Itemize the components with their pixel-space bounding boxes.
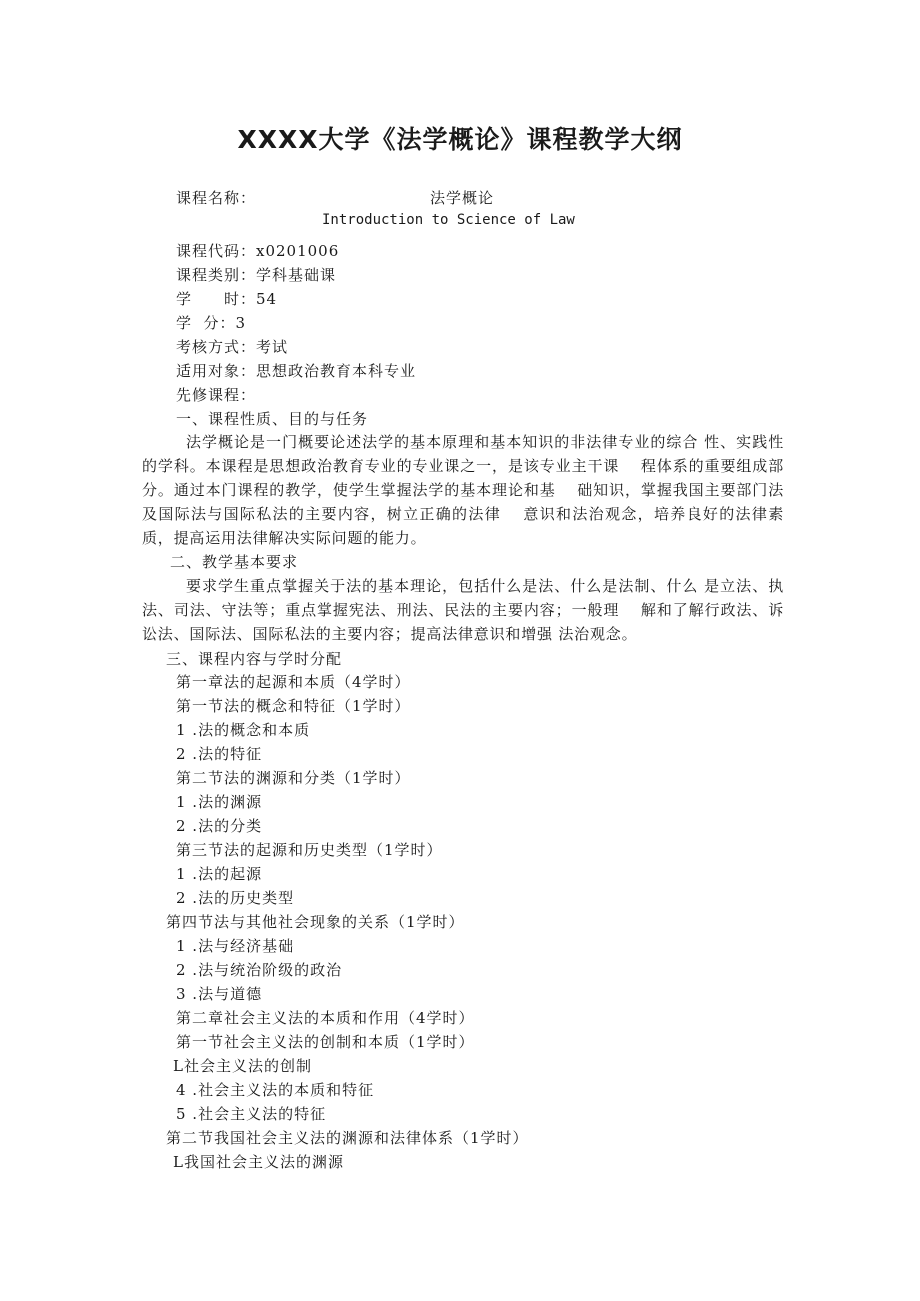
outline-item: 2 .法的分类 bbox=[176, 817, 263, 835]
outline-item: L社会主义法的创制 bbox=[173, 1057, 312, 1075]
outline-item: 2 .法的历史类型 bbox=[176, 889, 295, 907]
field-prerequisite: 先修课程： bbox=[176, 386, 257, 404]
course-name-cn: 法学概论 bbox=[430, 189, 495, 207]
field-credits: 学 分：3 bbox=[176, 314, 247, 332]
field-course-category: 课程类别：学科基础课 bbox=[176, 266, 337, 284]
field-assessment: 考核方式：考试 bbox=[176, 338, 289, 356]
outline-item: L我国社会主义法的渊源 bbox=[173, 1153, 344, 1171]
outline-item: 3 .法与道德 bbox=[176, 985, 263, 1003]
outline-item: 第一节社会主义法的创制和本质（1学时） bbox=[176, 1033, 475, 1051]
outline-item: 4 .社会主义法的本质和特征 bbox=[176, 1081, 375, 1099]
field-course-code: 课程代码：x0201006 bbox=[176, 242, 340, 260]
outline-item: 1 .法的概念和本质 bbox=[176, 721, 311, 739]
outline-item: 1 .法与经济基础 bbox=[176, 937, 295, 955]
outline-item: 1 .法的起源 bbox=[176, 865, 263, 883]
field-target: 适用对象：思想政治教育本科专业 bbox=[176, 362, 417, 380]
outline-item: 第二节我国社会主义法的渊源和法律体系（1学时） bbox=[166, 1129, 529, 1147]
outline-item: 第三节法的起源和历史类型（1学时） bbox=[176, 841, 443, 859]
outline-item: 第二节法的渊源和分类（1学时） bbox=[176, 769, 411, 787]
outline-item: 2 .法与统治阶级的政治 bbox=[176, 961, 343, 979]
outline-item: 5 .社会主义法的特征 bbox=[176, 1105, 327, 1123]
section2-body: 要求学生重点掌握关于法的基本理论，包括什么是法、什么是法制、什么 是立法、执法、司法、守法等；重点掌握宪法、刑法、民法的主要内容；一般理 解和了解行政法、诉讼法、国际法、国际私法的主要内容；提高法律意识和增强 法治观念。 bbox=[142, 577, 784, 643]
outline-item: 第二章社会主义法的本质和作用（4学时） bbox=[176, 1009, 475, 1027]
document-title: XXXX大学《法学概论》课程教学大纲 bbox=[237, 125, 683, 154]
field-hours: 学 时：54 bbox=[176, 290, 278, 308]
section2-heading: 二、教学基本要求 bbox=[170, 553, 299, 571]
outline-item: 2 .法的特征 bbox=[176, 745, 263, 763]
outline-item: 第一章法的起源和本质（4学时） bbox=[176, 673, 411, 691]
outline-item: 第四节法与其他社会现象的关系（1学时） bbox=[166, 913, 465, 931]
outline-item: 1 .法的渊源 bbox=[176, 793, 263, 811]
section1-heading: 一、课程性质、目的与任务 bbox=[176, 410, 369, 428]
course-name-en: Introduction to Science of Law bbox=[322, 212, 575, 228]
outline-item: 第一节法的概念和特征（1学时） bbox=[176, 697, 411, 715]
section1-body: 法学概论是一门概要论述法学的基本原理和基本知识的非法律专业的综合 性、实践性的学科。本课程是思想政治教育专业的专业课之一，是该专业主干课 程体系的重要组成部分。通过本门课程的教学，使学生掌握法学的基本理论和基 础知识，掌握我国主要部门法及国际法与国际私法的主要内容，树立正确的法律 意识和法治观念，培养良好的法律素质，提高运用法律解决实际问题的能力。 bbox=[142, 433, 784, 547]
section3-heading: 三、课程内容与学时分配 bbox=[166, 650, 343, 668]
course-name-label: 课程名称： bbox=[176, 189, 257, 207]
